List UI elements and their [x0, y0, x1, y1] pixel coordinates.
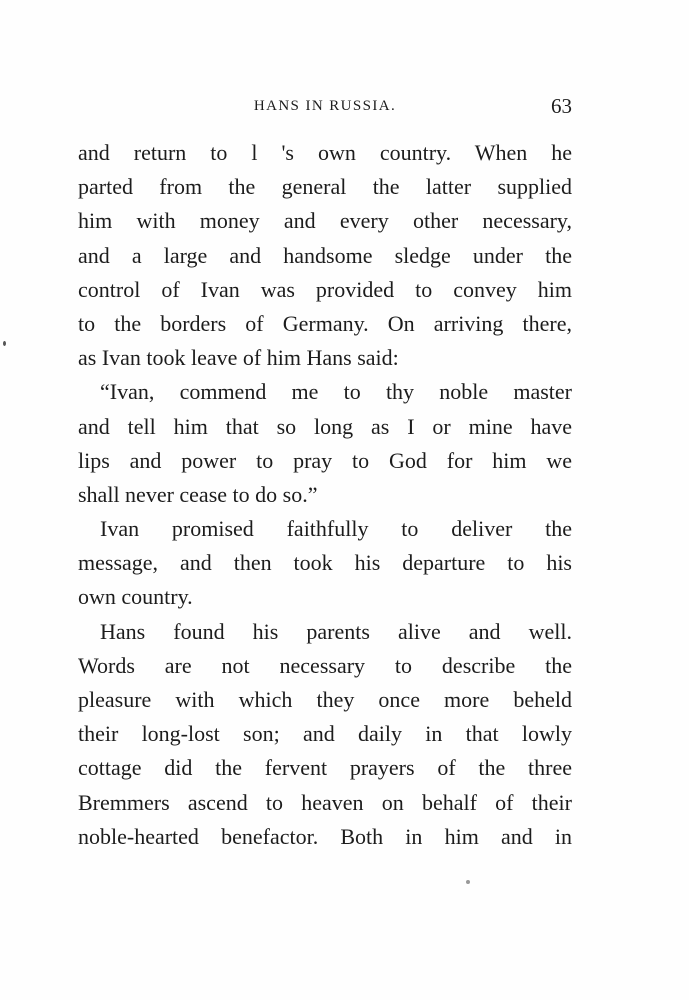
text-line: Ivan promised faithfully to deliver the [100, 516, 572, 542]
text-line: as Ivan took leave of him Hans said: [78, 345, 399, 371]
page-number: 63 [551, 94, 572, 118]
running-title: HANS IN RUSSIA. [253, 98, 397, 114]
text-line: own country. [78, 584, 193, 610]
print-speck [466, 880, 470, 884]
text-line: cottage did the fervent prayers of the three [78, 755, 572, 781]
text-line: and return to l 's own country. When he [78, 140, 572, 165]
text-line: him with money and every other necessary, [78, 208, 572, 234]
text-line: message, and then took his departure to his [78, 550, 572, 576]
text-line: parted from the general the latter supplied [78, 174, 572, 200]
text-line: shall never cease to do so.” [78, 481, 318, 507]
text-line: to the borders of Germany. On arriving there, [78, 310, 572, 336]
text-line: and tell him that so long as I or mine have [78, 413, 572, 439]
text-line: Words are not necessary to describe the [78, 652, 572, 678]
text-line: pleasure with which they once more beheld [78, 687, 572, 712]
body-text [78, 136, 572, 854]
text-line: their long-lost son; and daily in that lowly [78, 721, 572, 747]
text-line: Hans found his parents alive and well. [100, 618, 572, 644]
running-head [78, 94, 572, 118]
text-line: noble-hearted benefactor. Both in him and in [78, 823, 572, 849]
text-line: Bremmers ascend to heaven on behalf of their [78, 789, 572, 815]
text-line: control of Ivan was provided to convey him [78, 276, 572, 302]
text-line: and a large and handsome sledge under the [78, 242, 572, 268]
text-line: lips and power to pray to God for him we [78, 447, 572, 473]
print-speck [3, 341, 6, 346]
text-line: “Ivan, commend me to thy noble master [100, 379, 572, 405]
